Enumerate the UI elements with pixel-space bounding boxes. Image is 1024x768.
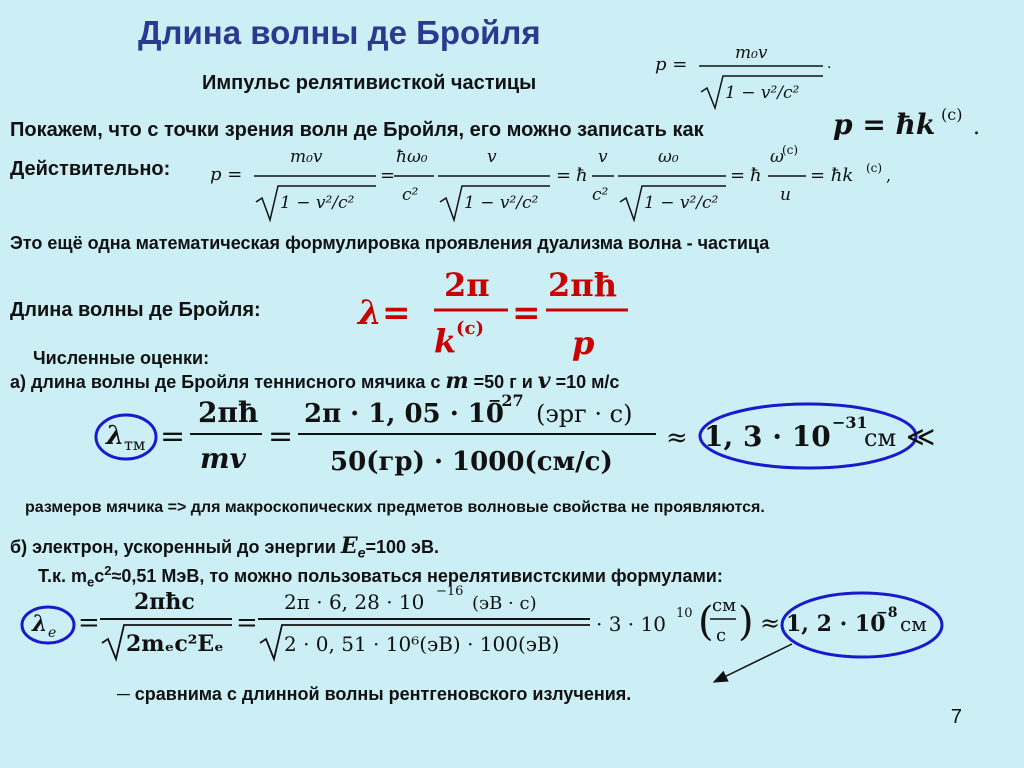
estimates-label: Численные оценки: [33, 348, 210, 368]
svg-text:2π · 6, 28 · 10: 2π · 6, 28 · 10 [284, 590, 425, 614]
svg-text:m₀v: m₀v [735, 43, 768, 63]
svg-text:(c): (c) [941, 105, 963, 124]
svg-text:p = ħk: p = ħk [833, 108, 936, 141]
svg-text:ħ: ħ [576, 165, 588, 186]
svg-text:k: k [434, 322, 457, 360]
svg-text:1, 2 · 10: 1, 2 · 10 [786, 611, 886, 637]
svg-text:=: = [382, 293, 411, 333]
svg-text:см: см [864, 424, 897, 452]
svg-text:v: v [598, 147, 608, 167]
comparison-arrow [700, 640, 820, 690]
svg-text:с: с [716, 625, 727, 646]
svg-text:(: ( [698, 599, 714, 645]
svg-text:50(гр) · 1000(см/с): 50(гр) · 1000(см/с) [330, 447, 613, 477]
svg-text:ω: ω [770, 147, 784, 167]
svg-text:m₀v: m₀v [290, 147, 323, 167]
svg-text:p: p [572, 324, 595, 362]
svg-text:c²: c² [402, 185, 419, 205]
svg-text:(c): (c) [782, 143, 799, 157]
svg-text:1, 3 · 10: 1, 3 · 10 [704, 420, 831, 453]
momentum-label: Импульс релятивисткой частицы [202, 72, 537, 94]
svg-text:1 − v²/c²: 1 − v²/c² [725, 83, 800, 103]
v-symbol: v [537, 368, 551, 394]
svg-text:v: v [487, 147, 497, 167]
svg-text:2πħ: 2πħ [198, 396, 259, 429]
svg-text:λ: λ [358, 293, 382, 333]
svg-text:p =: p = [655, 54, 688, 75]
svg-text:10: 10 [676, 606, 693, 621]
svg-text:mv: mv [200, 442, 246, 475]
case-b-prefix: б) электрон, ускоренный до энергии [10, 537, 341, 557]
svg-text:ħ: ħ [750, 165, 762, 186]
svg-text:ħω₀: ħω₀ [396, 147, 428, 167]
svg-text:(эВ · с): (эВ · с) [472, 593, 537, 614]
case-a-text [10, 368, 619, 394]
svg-text:≈: ≈ [666, 423, 688, 453]
nonrel-mid: c [94, 566, 105, 586]
nonrel-suffix: ≈0,51 МэВ, то можно пользоваться нерелятивистскими формулами: [111, 566, 723, 586]
svg-text:u: u [780, 185, 791, 205]
svg-text:1 − v²/c²: 1 − v²/c² [464, 193, 539, 213]
svg-text:,: , [886, 166, 892, 185]
svg-text:−27: −27 [488, 391, 524, 410]
svg-text:λ: λ [32, 611, 48, 637]
duality-text: Это ещё одна математическая формулировка проявления дуализма волна - частица [10, 233, 770, 253]
svg-text:−8: −8 [876, 605, 898, 621]
comparison-text: ─ сравнима с длинной волны рентгеновского излучения. [117, 684, 632, 704]
ball-conclusion: размеров мячика => для макроскопических предметов волновые свойства не проявляются. [25, 499, 765, 516]
ball-wavelength-formula [92, 392, 952, 482]
svg-text:см: см [712, 595, 737, 616]
svg-text:(c): (c) [456, 318, 484, 339]
svg-text:2 · 0, 51 · 10⁶(эВ) · 100(эВ): 2 · 0, 51 · 10⁶(эВ) · 100(эВ) [284, 632, 560, 656]
E-subscript: e [357, 544, 366, 561]
svg-text:(эрг · с): (эрг · с) [536, 400, 633, 428]
svg-text:=: = [268, 419, 294, 454]
v-value: =10 м/с [550, 372, 620, 392]
svg-text:−31: −31 [832, 413, 868, 432]
svg-text:2πħc: 2πħc [134, 589, 195, 615]
svg-text:=: = [512, 293, 541, 333]
svg-text:≈: ≈ [760, 609, 781, 637]
svg-text:· 3 · 10: · 3 · 10 [596, 612, 666, 636]
E-symbol: E [340, 533, 358, 559]
page-number: 7 [950, 706, 962, 728]
svg-text:1 − v²/c²: 1 − v²/c² [280, 193, 355, 213]
nonrel-sub: e [86, 574, 95, 590]
svg-text:≪: ≪ [906, 420, 936, 453]
svg-text:= ħk: = ħk [810, 165, 854, 186]
slide-title: Длина волны де Бройля [138, 14, 541, 51]
svg-text:−16: −16 [436, 584, 464, 599]
svg-text:λ: λ [106, 421, 125, 451]
svg-text:2mₑc²Eₑ: 2mₑc²Eₑ [126, 631, 224, 657]
svg-text:=: = [380, 165, 396, 186]
momentum-derivation-formula [210, 140, 910, 230]
nonrel-prefix: Т.к. m [38, 566, 87, 586]
svg-text:2π · 1, 05 · 10: 2π · 1, 05 · 10 [304, 399, 504, 429]
svg-text:.: . [973, 115, 980, 140]
svg-text:(c): (c) [866, 161, 883, 175]
indeed-label: Действительно: [10, 158, 171, 180]
show-text: Покажем, что с точки зрения волн де Бройля, его можно записать как [10, 119, 704, 141]
relativistic-momentum-formula [655, 36, 845, 116]
wavelength-label: Длина волны де Бройля: [10, 299, 261, 321]
svg-text:.: . [827, 56, 832, 72]
svg-text:e: e [48, 625, 57, 641]
svg-text:=: = [556, 165, 572, 186]
svg-text:): ) [738, 599, 754, 645]
m-value: =50 г и [468, 372, 538, 392]
de-broglie-wavelength-formula [358, 262, 648, 367]
svg-text:1 − v²/c²: 1 − v²/c² [644, 193, 719, 213]
case-a-prefix: а) длина волны де Бройля теннисного мячика с [10, 372, 446, 392]
svg-text:p =: p = [210, 164, 243, 185]
svg-text:=: = [730, 165, 746, 186]
svg-text:тм: тм [124, 435, 146, 454]
svg-text:2π: 2π [444, 266, 490, 304]
nonrel-sup: 2 [104, 563, 112, 578]
svg-text:=: = [160, 419, 186, 454]
svg-text:=: = [236, 608, 258, 638]
svg-text:=: = [78, 608, 100, 638]
case-b-suffix: =100 эВ. [365, 537, 439, 557]
m-symbol: m [445, 368, 469, 394]
case-b-text [10, 533, 439, 561]
svg-text:2πħ: 2πħ [548, 266, 617, 304]
svg-text:c²: c² [592, 185, 609, 205]
svg-text:ω₀: ω₀ [658, 147, 679, 167]
svg-text:см: см [900, 612, 927, 636]
